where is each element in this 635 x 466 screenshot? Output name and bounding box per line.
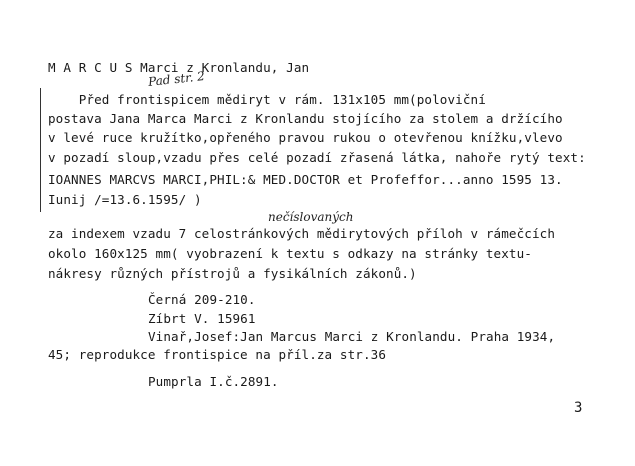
handwritten-note-pad: Pad str. 2 [147, 69, 206, 89]
reference-vinar: Vinař,Josef:Jan Marcus Marci z Kronlandu. Praha 1934, [148, 329, 556, 344]
handwritten-note-unnumbered: nečíslovaných [268, 210, 354, 224]
paragraph1-line-2: postava Jana Marca Marci z Kronlandu stojícího za stolem a držícího [48, 111, 563, 126]
reference-cerna: Černá 209-210. [148, 292, 256, 307]
reference-pumprla: Pumprla I.č.2891. [148, 374, 279, 389]
heading: M A R C U S Marci z Kronlandu, Jan [48, 60, 310, 75]
reference-zibrt: Zíbrt V. 15961 [148, 311, 256, 326]
paragraph2-line-1: za indexem vzadu 7 celostránkových mědirytových příloh v rámečcích [48, 226, 556, 241]
paragraph1-line-4: v pozadí sloup,vzadu přes celé pozadí zřasená látka, nahoře rytý text: [48, 150, 586, 165]
page-number: 3 [574, 400, 583, 416]
paragraph2-line-3: nákresy různých přístrojů a fysikálních zákonů.) [48, 266, 417, 281]
paragraph1-line-3: v levé ruce kružítko,opřeného pravou rukou o otevřenou knížku,vlevo [48, 130, 563, 145]
paragraph1-line-6: Iunij /=13.6.1595/ ) [48, 192, 202, 207]
text-bracket [40, 88, 41, 212]
paragraph1-line-1: Před frontispicem mědiryt v rám. 131x105 mm(poloviční [48, 92, 486, 107]
reference-vinar-cont: 45; reprodukce frontispice na příl.za str.36 [48, 347, 387, 362]
paragraph1-line-5: IOANNES MARCVS MARCI,PHIL:& MED.DOCTOR et Profeffor...anno 1595 13. [48, 172, 563, 187]
paragraph2-line-2: okolo 160x125 mm( vyobrazení k textu s odkazy na stránky textu- [48, 246, 532, 261]
